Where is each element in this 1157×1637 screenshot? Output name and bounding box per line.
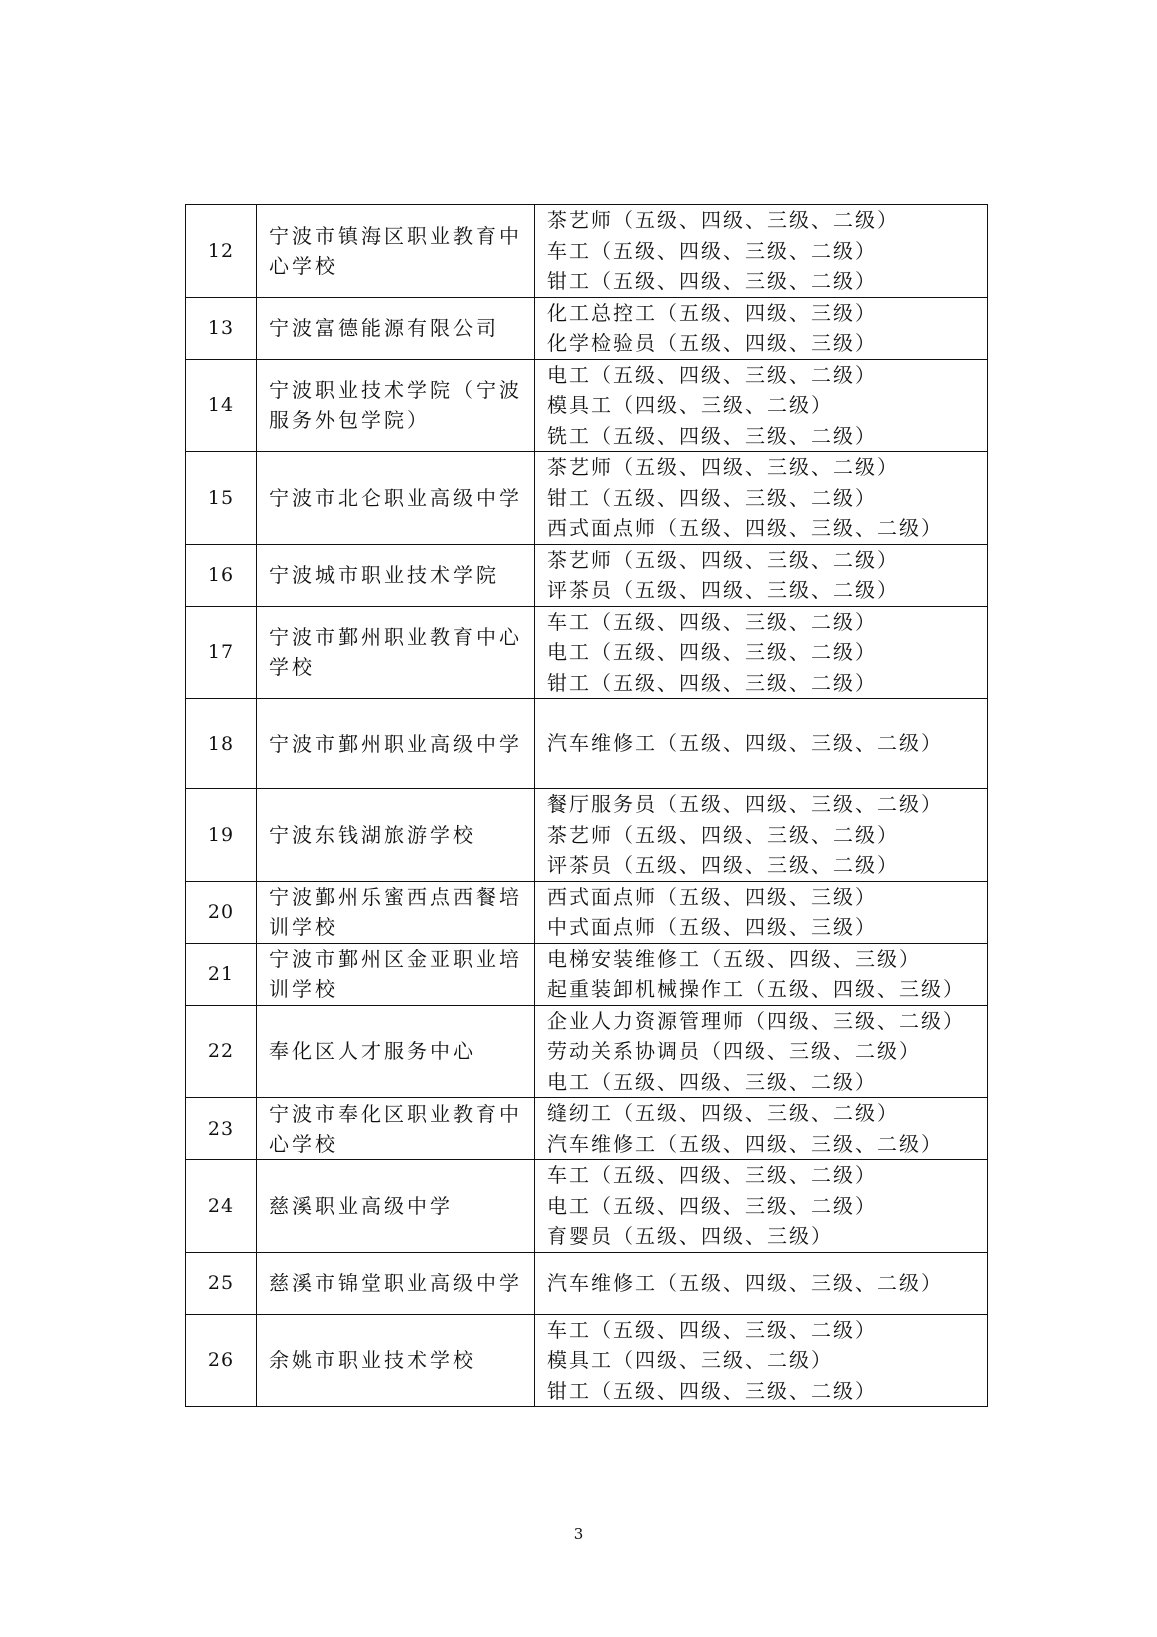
table-row	[186, 1252, 988, 1314]
qualification-item: 企业人力资源管理师（四级、三级、二级）	[547, 1008, 965, 1033]
institution-name: 宁波市鄞州职业高级中学	[257, 699, 535, 789]
qualification-item: 车工（五级、四级、三级、二级）	[547, 238, 877, 263]
row-number: 18	[186, 699, 257, 789]
qualification-item: 西式面点师（五级、四级、三级）	[547, 884, 877, 909]
row-number: 19	[186, 789, 257, 882]
qualification-list	[535, 1314, 988, 1407]
qualification-list	[535, 1160, 988, 1253]
qualification-item: 钳工（五级、四级、三级、二级）	[547, 670, 877, 695]
table-row	[186, 1005, 988, 1098]
qualification-item: 餐厅服务员（五级、四级、三级、二级）	[547, 792, 943, 816]
qualification-item: 模具工（四级、三级、二级）	[547, 393, 833, 417]
institution-name: 奉化区人才服务中心	[257, 1005, 535, 1098]
qualification-list	[535, 359, 988, 452]
qualification-item: 汽车维修工（五级、四级、三级、二级）	[547, 731, 943, 756]
table-row	[186, 297, 988, 359]
row-number: 12	[186, 205, 257, 298]
qualification-item: 电工（五级、四级、三级、二级）	[547, 362, 877, 387]
row-number: 13	[186, 297, 257, 359]
institution-name: 宁波富德能源有限公司	[257, 297, 535, 359]
qualification-list	[535, 1005, 988, 1098]
qualification-list	[535, 1098, 988, 1160]
table-row	[186, 205, 988, 298]
qualification-item: 汽车维修工（五级、四级、三级、二级）	[547, 1131, 943, 1156]
qualification-list	[535, 881, 988, 943]
institution-name: 余姚市职业技术学校	[257, 1314, 535, 1407]
qualification-list	[535, 297, 988, 359]
qualification-item: 汽车维修工（五级、四级、三级、二级）	[547, 1270, 943, 1295]
table-row	[186, 699, 988, 789]
table-row	[186, 1314, 988, 1407]
row-number: 24	[186, 1160, 257, 1253]
row-number: 17	[186, 606, 257, 699]
qualification-list	[535, 544, 988, 606]
qualification-item: 铣工（五级、四级、三级、二级）	[547, 423, 877, 448]
institution-name: 宁波市奉化区职业教育中心学校	[257, 1098, 535, 1160]
qualification-item: 车工（五级、四级、三级、二级）	[547, 1317, 877, 1342]
qualification-item: 缝纫工（五级、四级、三级、二级）	[547, 1101, 899, 1125]
row-number: 26	[186, 1314, 257, 1407]
institution-name: 宁波市鄞州区金亚职业培训学校	[257, 943, 535, 1005]
row-number: 25	[186, 1252, 257, 1314]
table-row	[186, 544, 988, 606]
row-number: 14	[186, 359, 257, 452]
qualification-item: 车工（五级、四级、三级、二级）	[547, 1163, 877, 1187]
table-row	[186, 1098, 988, 1160]
institution-name: 宁波鄞州乐蜜西点西餐培训学校	[257, 881, 535, 943]
qualification-list	[535, 1252, 988, 1314]
qualification-item: 西式面点师（五级、四级、三级、二级）	[547, 516, 943, 540]
qualification-list	[535, 789, 988, 882]
qualification-item: 茶艺师（五级、四级、三级、二级）	[547, 208, 899, 232]
qualification-item: 茶艺师（五级、四级、三级、二级）	[547, 455, 899, 479]
row-number: 16	[186, 544, 257, 606]
qualification-item: 化学检验员（五级、四级、三级）	[547, 331, 877, 355]
institution-name: 宁波城市职业技术学院	[257, 544, 535, 606]
institution-name: 宁波职业技术学院（宁波服务外包学院）	[257, 359, 535, 452]
qualification-item: 电工（五级、四级、三级、二级）	[547, 1069, 877, 1094]
institution-table	[185, 204, 988, 1407]
qualification-list	[535, 452, 988, 545]
qualification-item: 育婴员（五级、四级、三级）	[547, 1224, 833, 1248]
qualification-item: 车工（五级、四级、三级、二级）	[547, 609, 877, 634]
qualification-item: 中式面点师（五级、四级、三级）	[547, 915, 877, 939]
qualification-item: 钳工（五级、四级、三级、二级）	[547, 485, 877, 510]
qualification-item: 茶艺师（五级、四级、三级、二级）	[547, 822, 899, 847]
qualification-item: 茶艺师（五级、四级、三级、二级）	[547, 547, 899, 572]
table-row	[186, 1160, 988, 1253]
institution-name: 慈溪市锦堂职业高级中学	[257, 1252, 535, 1314]
qualification-item: 评茶员（五级、四级、三级、二级）	[547, 853, 899, 877]
qualification-item: 劳动关系协调员（四级、三级、二级）	[547, 1039, 921, 1063]
qualification-item: 电梯安装维修工（五级、四级、三级）	[547, 946, 921, 971]
qualification-item: 评茶员（五级、四级、三级、二级）	[547, 578, 899, 602]
table-body	[186, 205, 988, 1407]
qualification-list	[535, 606, 988, 699]
qualification-list	[535, 205, 988, 298]
row-number: 22	[186, 1005, 257, 1098]
qualification-item: 起重装卸机械操作工（五级、四级、三级）	[547, 977, 965, 1001]
qualification-item: 钳工（五级、四级、三级、二级）	[547, 269, 877, 293]
table-row	[186, 789, 988, 882]
table-row	[186, 606, 988, 699]
institution-name: 宁波市北仑职业高级中学	[257, 452, 535, 545]
qualification-list	[535, 699, 988, 789]
table-row	[186, 881, 988, 943]
institution-name: 宁波市鄞州职业教育中心学校	[257, 606, 535, 699]
institution-name: 宁波东钱湖旅游学校	[257, 789, 535, 882]
table-row	[186, 943, 988, 1005]
qualification-item: 电工（五级、四级、三级、二级）	[547, 640, 877, 664]
institution-name: 慈溪职业高级中学	[257, 1160, 535, 1253]
row-number: 21	[186, 943, 257, 1005]
qualification-item: 钳工（五级、四级、三级、二级）	[547, 1378, 877, 1403]
row-number: 23	[186, 1098, 257, 1160]
qualification-item: 化工总控工（五级、四级、三级）	[547, 300, 877, 325]
row-number: 15	[186, 452, 257, 545]
institution-name: 宁波市镇海区职业教育中心学校	[257, 205, 535, 298]
page-number: 3	[573, 1525, 584, 1543]
row-number: 20	[186, 881, 257, 943]
qualification-item: 电工（五级、四级、三级、二级）	[547, 1193, 877, 1218]
qualification-item: 模具工（四级、三级、二级）	[547, 1348, 833, 1372]
table-row	[186, 359, 988, 452]
qualification-list	[535, 943, 988, 1005]
table-row	[186, 452, 988, 545]
